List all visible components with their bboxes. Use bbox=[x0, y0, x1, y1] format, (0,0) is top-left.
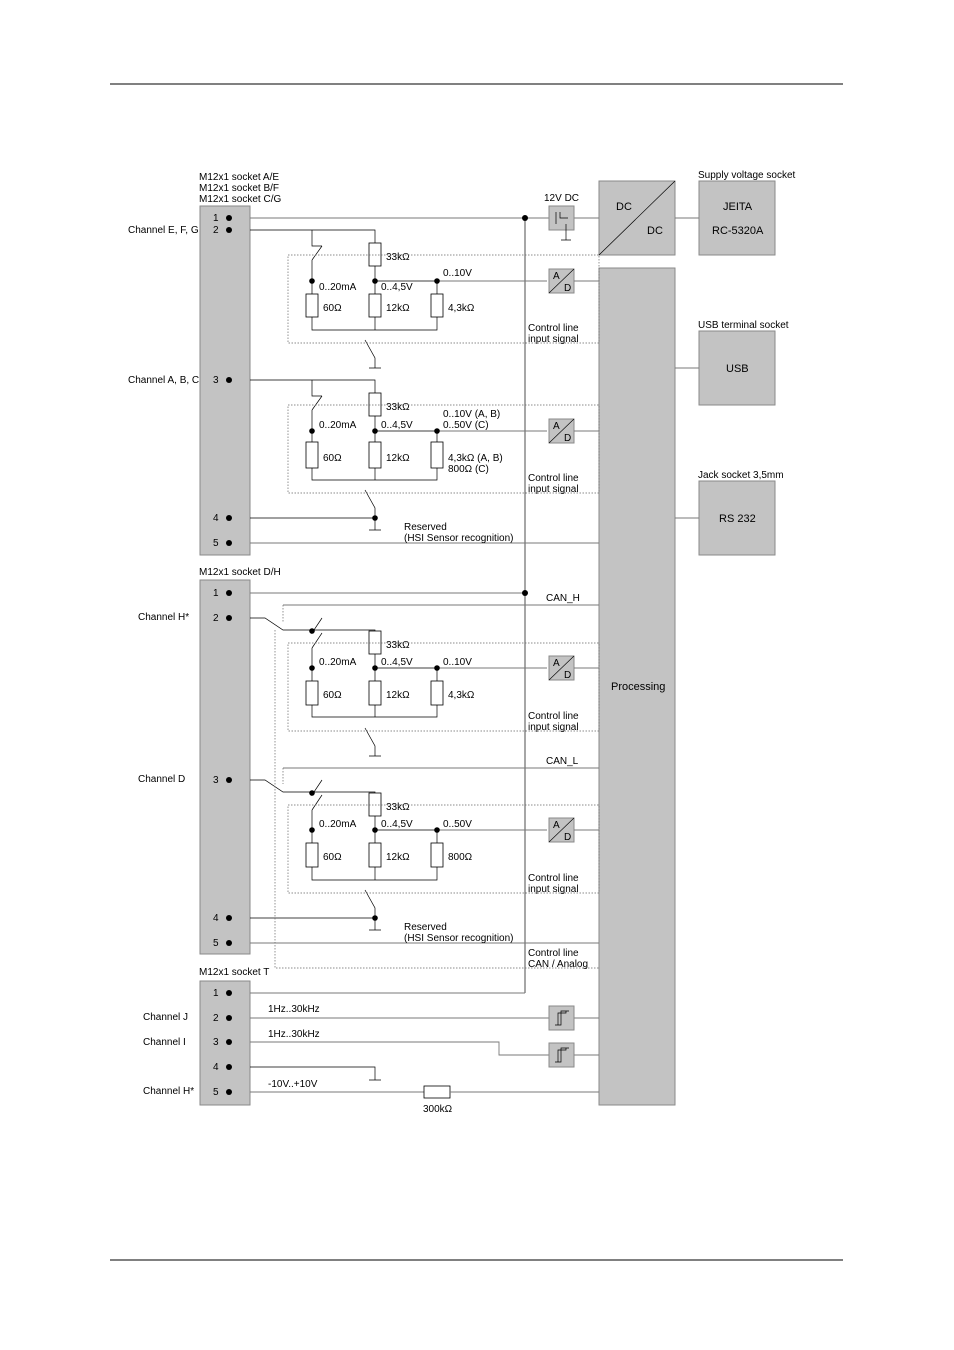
svg-text:3: 3 bbox=[213, 775, 219, 786]
svg-text:Control line: Control line bbox=[528, 473, 579, 484]
svg-text:0..10V: 0..10V bbox=[443, 268, 472, 279]
svg-text:0..4,5V: 0..4,5V bbox=[381, 282, 413, 293]
svg-text:5: 5 bbox=[213, 1087, 219, 1098]
svg-text:input signal: input signal bbox=[528, 334, 579, 345]
svg-text:(HSI Sensor recognition): (HSI Sensor recognition) bbox=[404, 933, 514, 944]
svg-text:0..4,5V: 0..4,5V bbox=[381, 420, 413, 431]
svg-text:60Ω: 60Ω bbox=[323, 852, 342, 863]
svg-text:2: 2 bbox=[213, 613, 219, 624]
svg-text:33kΩ: 33kΩ bbox=[386, 802, 410, 813]
svg-text:1: 1 bbox=[213, 588, 219, 599]
svg-text:33kΩ: 33kΩ bbox=[386, 640, 410, 651]
socket-block-abc bbox=[200, 206, 250, 555]
svg-text:0..50V (C): 0..50V (C) bbox=[443, 420, 489, 431]
svg-text:12kΩ: 12kΩ bbox=[386, 453, 410, 464]
jeita-model-label: RC-5320A bbox=[712, 225, 764, 237]
socket-label-t: M12x1 socket T bbox=[199, 967, 270, 978]
svg-text:0..20mA: 0..20mA bbox=[319, 420, 357, 431]
svg-text:1: 1 bbox=[213, 988, 219, 999]
schmitt-icon-2 bbox=[549, 1043, 574, 1067]
pin-label-2a: 2 bbox=[213, 225, 219, 236]
svg-text:input signal: input signal bbox=[528, 884, 579, 895]
svg-text:CAN_H: CAN_H bbox=[546, 593, 580, 604]
svg-text:60Ω: 60Ω bbox=[323, 303, 342, 314]
svg-text:Control line: Control line bbox=[528, 323, 579, 334]
svg-text:33kΩ: 33kΩ bbox=[386, 252, 410, 263]
v12-label: 12V DC bbox=[544, 193, 580, 204]
svg-text:A: A bbox=[553, 421, 560, 432]
svg-text:(HSI Sensor recognition): (HSI Sensor recognition) bbox=[404, 533, 514, 544]
svg-text:60Ω: 60Ω bbox=[323, 690, 342, 701]
svg-text:input signal: input signal bbox=[528, 484, 579, 495]
svg-text:800Ω (C): 800Ω (C) bbox=[448, 464, 489, 475]
svg-text:0..20mA: 0..20mA bbox=[319, 819, 357, 830]
socket-label-ae: M12x1 socket A/E bbox=[199, 172, 280, 183]
svg-text:Control line: Control line bbox=[528, 711, 579, 722]
usb-socket-label: USB terminal socket bbox=[698, 320, 789, 331]
svg-text:2: 2 bbox=[213, 1013, 219, 1024]
svg-text:A: A bbox=[553, 820, 560, 831]
svg-text:0..20mA: 0..20mA bbox=[319, 282, 357, 293]
svg-text:D: D bbox=[564, 832, 572, 843]
jack-socket-label: Jack socket 3,5mm bbox=[698, 470, 784, 481]
svg-text:3: 3 bbox=[213, 1037, 219, 1048]
dcdc-top-label: DC bbox=[616, 201, 632, 213]
svg-text:4,3kΩ: 4,3kΩ bbox=[448, 690, 475, 701]
supply-socket-label: Supply voltage socket bbox=[698, 170, 796, 181]
channel-abc-label: Channel A, B, C bbox=[128, 375, 200, 386]
socket-block-t bbox=[200, 981, 250, 1105]
svg-text:0..10V: 0..10V bbox=[443, 657, 472, 668]
svg-text:12kΩ: 12kΩ bbox=[386, 690, 410, 701]
svg-text:4,3kΩ: 4,3kΩ bbox=[448, 303, 475, 314]
channel-d-label: Channel D bbox=[138, 774, 186, 785]
svg-text:Reserved: Reserved bbox=[404, 522, 447, 533]
svg-text:5: 5 bbox=[213, 938, 219, 949]
socket-label-cg: M12x1 socket C/G bbox=[199, 194, 282, 205]
socket-block-dh bbox=[200, 580, 250, 954]
svg-text:CAN_L: CAN_L bbox=[546, 756, 579, 767]
channel-j-label: Channel J bbox=[143, 1012, 189, 1023]
channel-efg-label: Channel E, F, G bbox=[128, 225, 199, 236]
pin-label-1a: 1 bbox=[213, 213, 219, 224]
junction-dot bbox=[522, 215, 528, 221]
svg-text:A: A bbox=[553, 658, 560, 669]
svg-text:12kΩ: 12kΩ bbox=[386, 852, 410, 863]
svg-text:1Hz..30kHz: 1Hz..30kHz bbox=[268, 1004, 320, 1015]
svg-text:60Ω: 60Ω bbox=[323, 453, 342, 464]
svg-text:0..50V: 0..50V bbox=[443, 819, 472, 830]
svg-text:0..4,5V: 0..4,5V bbox=[381, 657, 413, 668]
svg-text:1Hz..30kHz: 1Hz..30kHz bbox=[268, 1029, 320, 1040]
svg-text:4,3kΩ (A, B): 4,3kΩ (A, B) bbox=[448, 453, 503, 464]
svg-text:0..10V (A, B): 0..10V (A, B) bbox=[443, 409, 501, 420]
svg-text:A: A bbox=[553, 271, 560, 282]
channel-h2-label: Channel H* bbox=[143, 1086, 195, 1097]
svg-text:5: 5 bbox=[213, 538, 219, 549]
svg-text:300kΩ: 300kΩ bbox=[423, 1104, 453, 1115]
svg-text:Reserved: Reserved bbox=[404, 922, 447, 933]
rs232-label: RS 232 bbox=[719, 513, 756, 525]
schmitt-icon-1 bbox=[549, 1006, 574, 1030]
jeita-label: JEITA bbox=[723, 201, 753, 213]
svg-text:0..4,5V: 0..4,5V bbox=[381, 819, 413, 830]
svg-text:4: 4 bbox=[213, 913, 219, 924]
resistor-300k bbox=[424, 1086, 450, 1098]
jeita-block bbox=[699, 181, 775, 255]
resistor-33k-1 bbox=[369, 243, 381, 266]
svg-text:33kΩ: 33kΩ bbox=[386, 402, 410, 413]
svg-text:D: D bbox=[564, 670, 572, 681]
svg-text:4: 4 bbox=[213, 513, 219, 524]
svg-text:800Ω: 800Ω bbox=[448, 852, 473, 863]
svg-text:input signal: input signal bbox=[528, 722, 579, 733]
socket-label-bf: M12x1 socket B/F bbox=[199, 183, 280, 194]
svg-text:D: D bbox=[564, 283, 572, 294]
channel-i-label: Channel I bbox=[143, 1037, 186, 1048]
svg-text:D: D bbox=[564, 433, 572, 444]
svg-text:4: 4 bbox=[213, 1062, 219, 1073]
usb-label: USB bbox=[726, 363, 749, 375]
channel-h-label: Channel H* bbox=[138, 612, 190, 623]
dcdc-bottom-label: DC bbox=[647, 225, 663, 237]
svg-text:Control line: Control line bbox=[528, 948, 579, 959]
svg-text:0..20mA: 0..20mA bbox=[319, 657, 357, 668]
svg-text:CAN / Analog: CAN / Analog bbox=[528, 959, 589, 970]
svg-text:Control line: Control line bbox=[528, 873, 579, 884]
svg-text:12kΩ: 12kΩ bbox=[386, 303, 410, 314]
svg-text:-10V..+10V: -10V..+10V bbox=[268, 1079, 318, 1090]
svg-text:3: 3 bbox=[213, 375, 219, 386]
processing-label: Processing bbox=[611, 681, 666, 693]
socket-label-dh: M12x1 socket D/H bbox=[199, 567, 281, 578]
